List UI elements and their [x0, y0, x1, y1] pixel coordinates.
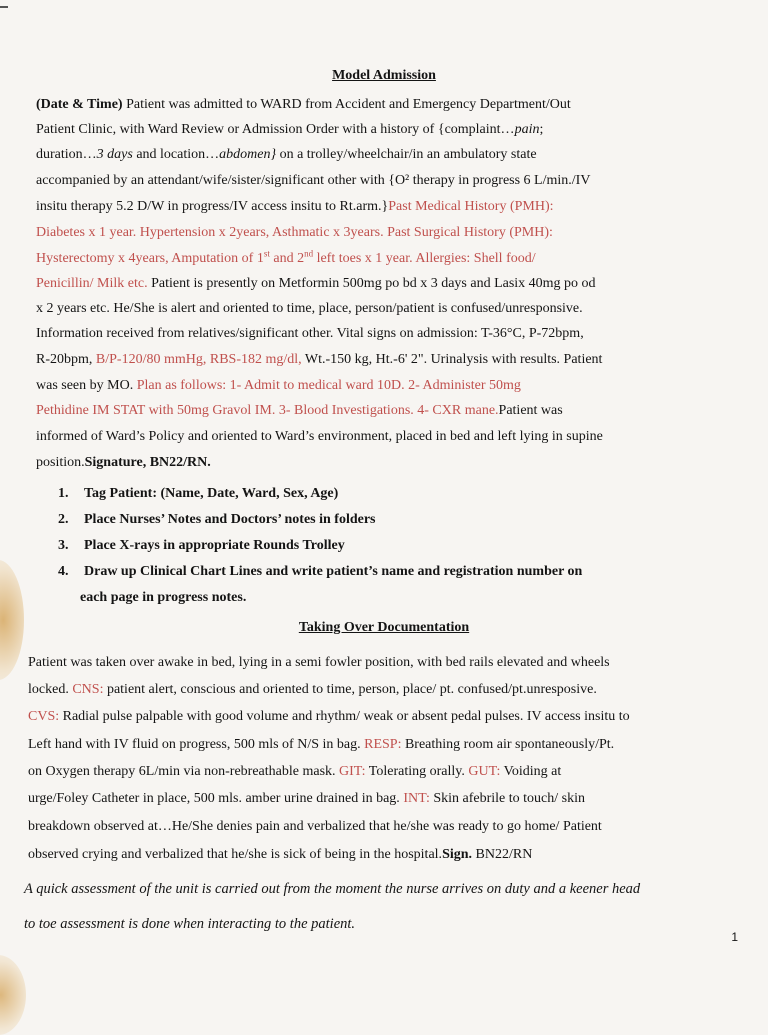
model-admission-title: Model Admission [332, 68, 436, 83]
text-segment: left toes x 1 year. Allergies: Shell food/ [313, 251, 536, 266]
text-segment: Pethidine IM STAT with 50mg Gravol IM. 3- Blood Investigations. 4- CXR mane. [36, 403, 499, 418]
stain-mark [0, 955, 26, 1035]
list-text: Tag Patient: (Name, Date, Ward, Sex, Age) [84, 486, 339, 501]
text-line [28, 708, 630, 726]
text-segment: on a trolley/wheelchair/in an ambulatory state [276, 147, 537, 162]
text-segment: Left hand with IV fluid on progress, 500 mls of N/S in bag. [28, 737, 365, 752]
text-segment: RBS-182 mg/dl, [209, 352, 302, 367]
text-segment: locked. [28, 682, 73, 697]
text-segment: GIT: [339, 764, 366, 779]
text-segment: BN22/RN [472, 847, 533, 862]
text-segment: Breathing room air spontaneously/Pt. [401, 737, 615, 752]
text-segment: Patient was [498, 403, 563, 418]
text-segment: Voiding at [500, 764, 562, 779]
text-segment: on Oxygen therapy 6L/min via non-rebreathable mask. [28, 764, 340, 779]
text-segment: st [263, 248, 270, 259]
text-segment: observed crying and verbalized that he/she is sick of being in the hospital. [28, 847, 443, 862]
text-segment: B/P-120/80 mmHg, [95, 352, 207, 367]
text-line [36, 300, 583, 318]
text-line [36, 198, 554, 216]
text-segment: ; [539, 122, 544, 137]
list-item [58, 486, 338, 502]
text-segment: insitu therapy 5.2 D/W in progress/IV access insitu to Rt.arm.} [36, 199, 389, 214]
text-segment: Radial pulse palpable with good volume and rhythm/ weak or absent pedal pulses. IV access insitu to [59, 709, 630, 724]
text-segment: Hysterectomy x 4years, Amputation of 1 [36, 251, 264, 266]
text-line [28, 681, 597, 699]
list-number: 2. [58, 512, 69, 527]
text-segment: Patient is presently on Metformin 500mg po bd x 3 days and Lasix 40mg po od [147, 276, 596, 291]
list-number: 1. [58, 486, 69, 501]
text-segment: Tolerating orally. [365, 764, 469, 779]
text-line [36, 172, 590, 190]
text-segment: and 2 [269, 251, 305, 266]
text-line [36, 454, 211, 472]
text-segment: and location… [132, 147, 220, 162]
text-segment: CNS: [72, 682, 104, 697]
text-segment: breakdown observed at…He/She denies pain and verbalized that he/she was ready to go home/ Patient [28, 819, 602, 834]
text-line [36, 146, 537, 164]
text-line [36, 121, 543, 139]
page-number: 1 [731, 930, 738, 944]
text-line [28, 654, 610, 672]
text-line [28, 790, 585, 808]
text-line [28, 846, 532, 864]
text-segment: 3 days [96, 147, 133, 162]
list-number: 4. [58, 564, 69, 579]
list-text: Draw up Clinical Chart Lines and write patient’s name and registration number on [84, 564, 583, 579]
text-line [36, 351, 602, 369]
text-line [36, 325, 584, 343]
text-line [36, 402, 563, 420]
text-segment: Skin afebrile to touch/ skin [429, 791, 585, 806]
list-number: 3. [58, 538, 69, 553]
text-line [28, 818, 602, 836]
text-segment: accompanied by an attendant/wife/sister/significant other with {O² therapy in progress 6 L/min./IV [36, 173, 591, 188]
text-segment: Patient Clinic, with Ward Review or Admission Order with a history of {complaint… [36, 122, 515, 137]
scan-mark [0, 6, 8, 8]
list-text: each page in progress notes. [80, 590, 247, 605]
text-line [36, 428, 603, 446]
text-segment: pain [514, 122, 540, 137]
text-segment: Diabetes x 1 year. Hypertension x 2years, Asthmatic x 3years. Past Surgical History (PMH): [36, 225, 553, 240]
text-segment: Sign. [442, 847, 473, 862]
text-segment: patient alert, conscious and oriented to time, person, place/ pt. confused/pt.unresposive. [103, 682, 597, 697]
list-item [58, 564, 582, 580]
text-segment: Signature, BN22/RN. [84, 455, 211, 470]
text-segment: abdomen} [219, 147, 277, 162]
list-item [80, 590, 246, 606]
text-segment: Wt.-150 kg, Ht.-6' 2". Urinalysis with results. Patient [301, 352, 603, 367]
text-segment: CVS: [28, 709, 60, 724]
text-segment: duration… [36, 147, 97, 162]
list-item [58, 512, 376, 528]
taking-over-title: Taking Over Documentation [298, 620, 470, 635]
text-segment: (Date & Time) [36, 97, 123, 112]
note-line: to toe assessment is done when interacting to the patient. [24, 916, 356, 932]
text-line [36, 250, 536, 268]
text-segment: R-20bpm, [36, 352, 96, 367]
list-text: Place Nurses’ Notes and Doctors’ notes in folders [84, 512, 376, 527]
text-segment: informed of Ward’s Policy and oriented to Ward’s environment, placed in bed and left lying in supine [36, 429, 603, 444]
text-line [36, 224, 553, 242]
text-segment: Past Medical History (PMH): [388, 199, 554, 214]
text-line [28, 763, 561, 781]
text-segment: Patient was admitted to WARD from Accident and Emergency Department/Out [122, 97, 571, 112]
text-segment: x 2 years etc. He/She is alert and oriented to time, place, person/patient is confused/unresponsive. [36, 301, 583, 316]
text-segment: INT: [403, 791, 430, 806]
text-line [36, 96, 571, 114]
text-segment: Penicillin/ Milk etc. [36, 276, 148, 291]
text-segment: urge/Foley Catheter in place, 500 mls. amber urine drained in bag. [28, 791, 404, 806]
text-segment: was seen by MO. [36, 378, 137, 393]
text-line [36, 275, 596, 293]
text-segment: position. [36, 455, 85, 470]
text-segment: Plan as follows: 1- Admit to medical ward 10D. 2- Administer 50mg [136, 378, 521, 393]
list-item [58, 538, 345, 554]
text-segment: Information received from relatives/significant other. Vital signs on admission: T-36°C, P-72bpm, [36, 326, 584, 341]
list-text: Place X-rays in appropriate Rounds Trolley [84, 538, 345, 553]
text-segment: nd [304, 248, 314, 259]
text-line [36, 377, 521, 395]
note-line: A quick assessment of the unit is carried out from the moment the nurse arrives on duty and a keener head [24, 881, 641, 897]
text-segment: RESP: [364, 737, 402, 752]
text-line [28, 736, 614, 754]
text-segment: Patient was taken over awake in bed, lying in a semi fowler position, with bed rails elevated and wheels [28, 655, 610, 670]
text-segment: GUT: [468, 764, 501, 779]
